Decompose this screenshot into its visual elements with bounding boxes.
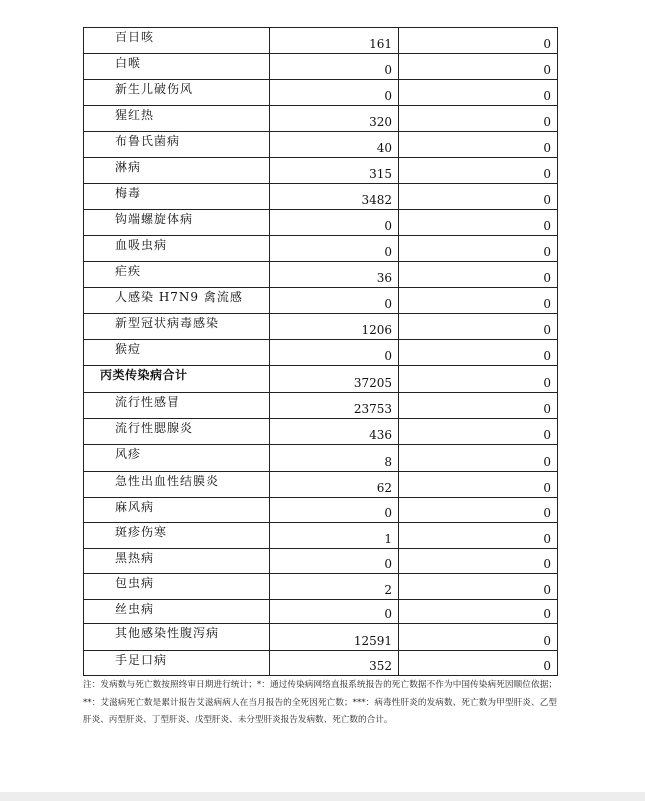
death-count: 0 [399, 600, 558, 624]
disease-name: 丝虫病 [84, 600, 270, 624]
table-row [84, 523, 558, 549]
case-count: 36 [270, 262, 399, 288]
table-row [84, 600, 558, 624]
disease-name: 流行性感冒 [84, 393, 270, 419]
disease-name: 其他感染性腹泻病 [84, 624, 270, 651]
disease-name: 钩端螺旋体病 [84, 210, 270, 236]
case-count: 23753 [270, 393, 399, 419]
table-row [84, 28, 558, 54]
table-row [84, 651, 558, 676]
case-count: 1 [270, 523, 399, 549]
disease-name: 手足口病 [84, 651, 270, 676]
table-row [84, 236, 558, 262]
table-row [84, 184, 558, 210]
case-count: 0 [270, 498, 399, 523]
disease-name: 包虫病 [84, 574, 270, 600]
disease-name: 流行性腮腺炎 [84, 419, 270, 445]
disease-name: 疟疾 [84, 262, 270, 288]
table-row [84, 132, 558, 158]
table-body [84, 28, 558, 676]
disease-name: 血吸虫病 [84, 236, 270, 262]
case-count: 8 [270, 445, 399, 472]
disease-name: 新型冠状病毒感染 [84, 314, 270, 340]
table-row [84, 288, 558, 314]
disease-name: 新生儿破伤风 [84, 80, 270, 106]
death-count: 0 [399, 419, 558, 445]
death-count: 0 [399, 80, 558, 106]
table-row [84, 106, 558, 132]
table-row [84, 419, 558, 445]
death-count: 0 [399, 366, 558, 393]
table-row [84, 574, 558, 600]
table-row [84, 262, 558, 288]
case-count: 37205 [270, 366, 399, 393]
case-count: 3482 [270, 184, 399, 210]
death-count: 0 [399, 574, 558, 600]
death-count: 0 [399, 132, 558, 158]
table-row [84, 80, 558, 106]
table-row [84, 445, 558, 472]
table-row [84, 472, 558, 498]
disease-name: 人感染 H7N9 禽流感 [84, 288, 270, 314]
table-row [84, 158, 558, 184]
death-count: 0 [399, 262, 558, 288]
disease-name: 斑疹伤寒 [84, 523, 270, 549]
disease-name: 猩红热 [84, 106, 270, 132]
death-count: 0 [399, 184, 558, 210]
disease-name: 风疹 [84, 445, 270, 472]
disease-name: 急性出血性结膜炎 [84, 472, 270, 498]
case-count: 0 [270, 54, 399, 80]
death-count: 0 [399, 158, 558, 184]
case-count: 40 [270, 132, 399, 158]
death-count: 0 [399, 54, 558, 80]
case-count: 0 [270, 288, 399, 314]
table-row [84, 549, 558, 574]
death-count: 0 [399, 28, 558, 54]
death-count: 0 [399, 288, 558, 314]
disease-name: 淋病 [84, 158, 270, 184]
death-count: 0 [399, 651, 558, 676]
death-count: 0 [399, 106, 558, 132]
case-count: 0 [270, 549, 399, 574]
death-count: 0 [399, 549, 558, 574]
category-total-name: 丙类传染病合计 [84, 366, 270, 393]
disease-name: 猴痘 [84, 340, 270, 366]
case-count: 161 [270, 28, 399, 54]
case-count: 0 [270, 210, 399, 236]
case-count: 320 [270, 106, 399, 132]
death-count: 0 [399, 210, 558, 236]
case-count: 62 [270, 472, 399, 498]
death-count: 0 [399, 523, 558, 549]
disease-name: 白喉 [84, 54, 270, 80]
death-count: 0 [399, 498, 558, 523]
disease-name: 麻风病 [84, 498, 270, 523]
case-count: 2 [270, 574, 399, 600]
table-row [84, 340, 558, 366]
page-bottom-edge [0, 792, 645, 801]
table-row [84, 314, 558, 340]
death-count: 0 [399, 472, 558, 498]
case-count: 12591 [270, 624, 399, 651]
death-count: 0 [399, 624, 558, 651]
disease-name: 布鲁氏菌病 [84, 132, 270, 158]
table-row [84, 498, 558, 523]
table-row [84, 393, 558, 419]
table-row [84, 210, 558, 236]
case-count: 0 [270, 600, 399, 624]
case-count: 1206 [270, 314, 399, 340]
case-count: 436 [270, 419, 399, 445]
case-count: 0 [270, 340, 399, 366]
death-count: 0 [399, 314, 558, 340]
case-count: 352 [270, 651, 399, 676]
table-row [84, 366, 558, 393]
disease-name: 黑热病 [84, 549, 270, 574]
death-count: 0 [399, 445, 558, 472]
death-count: 0 [399, 236, 558, 262]
case-count: 0 [270, 80, 399, 106]
footnote: 注：发病数与死亡数按照终审日期进行统计；*：通过传染病网络直报系统报告的死亡数据不作为中国传染病死因顺位依据；**：艾滋病死亡数是累计报告艾滋病病人在当月报告的全死因死亡数；***：病毒性肝炎的发病数、死亡数为甲型肝炎、乙型肝炎、丙型肝炎、丁型肝炎、戊型肝炎、未分型肝炎报告发病数、死亡数的合计。 [83, 680, 557, 725]
case-count: 0 [270, 236, 399, 262]
disease-statistics-table [83, 27, 558, 676]
table-row [84, 624, 558, 651]
death-count: 0 [399, 340, 558, 366]
case-count: 315 [270, 158, 399, 184]
disease-name: 百日咳 [84, 28, 270, 54]
disease-name: 梅毒 [84, 184, 270, 210]
death-count: 0 [399, 393, 558, 419]
table-row [84, 54, 558, 80]
